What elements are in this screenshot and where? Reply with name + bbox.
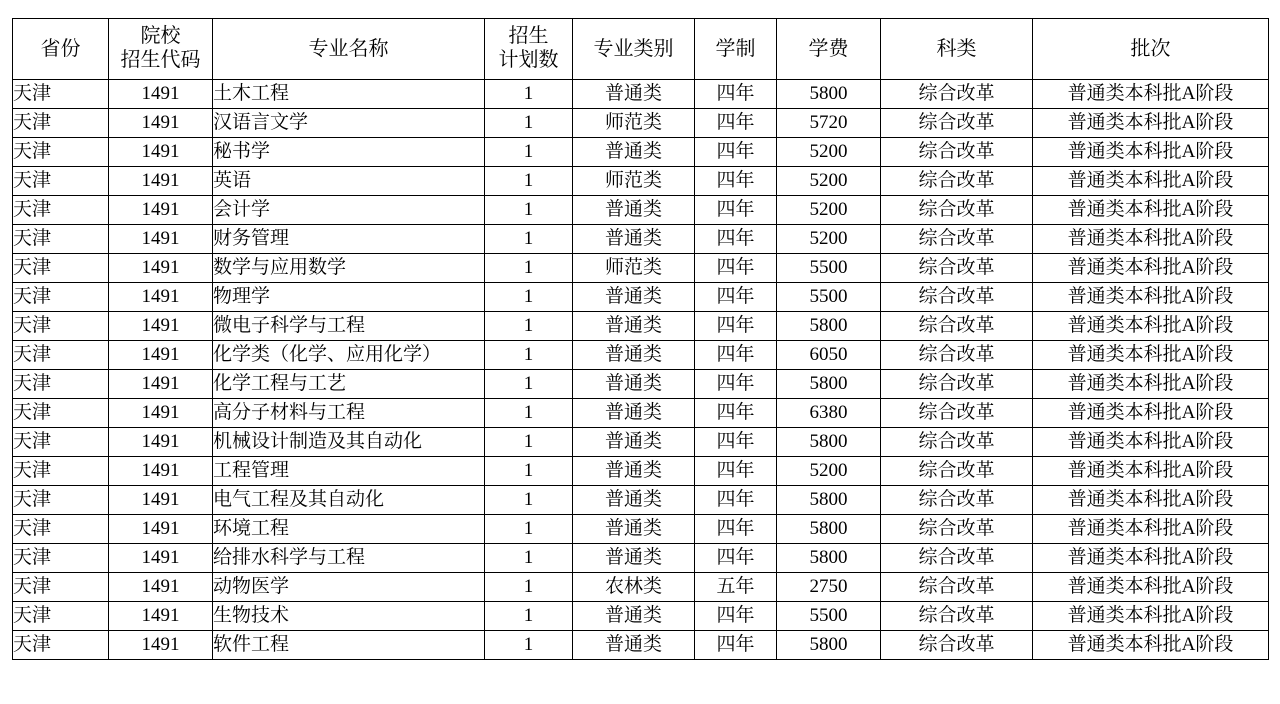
table-row [13,573,1269,602]
cell-province: 天津 [13,631,109,660]
cell-batch: 普通类本科批A阶段 [1033,341,1269,370]
cell-years: 四年 [695,80,777,109]
cell-category: 普通类 [573,631,695,660]
column-header-major [213,19,485,80]
table-row [13,370,1269,399]
cell-province: 天津 [13,602,109,631]
cell-subject: 综合改革 [881,515,1033,544]
cell-code: 1491 [109,428,213,457]
cell-code: 1491 [109,486,213,515]
cell-batch: 普通类本科批A阶段 [1033,428,1269,457]
cell-subject: 综合改革 [881,341,1033,370]
cell-plan: 1 [485,486,573,515]
cell-province: 天津 [13,544,109,573]
cell-fee: 5500 [777,254,881,283]
cell-major: 化学工程与工艺 [213,370,485,399]
table-row [13,225,1269,254]
cell-major: 会计学 [213,196,485,225]
cell-category: 普通类 [573,457,695,486]
cell-category: 普通类 [573,196,695,225]
cell-plan: 1 [485,312,573,341]
cell-category: 普通类 [573,341,695,370]
cell-plan: 1 [485,457,573,486]
table-row [13,602,1269,631]
table-row [13,457,1269,486]
cell-subject: 综合改革 [881,399,1033,428]
column-header-code-label-line1: 院校 [140,25,181,48]
cell-subject: 综合改革 [881,138,1033,167]
cell-major: 机械设计制造及其自动化 [213,428,485,457]
cell-batch: 普通类本科批A阶段 [1033,457,1269,486]
cell-batch: 普通类本科批A阶段 [1033,544,1269,573]
cell-major: 电气工程及其自动化 [213,486,485,515]
cell-fee: 6050 [777,341,881,370]
cell-years: 四年 [695,167,777,196]
cell-years: 四年 [695,283,777,312]
cell-major: 软件工程 [213,631,485,660]
column-header-years [695,19,777,80]
cell-batch: 普通类本科批A阶段 [1033,486,1269,515]
cell-plan: 1 [485,225,573,254]
column-header-subject [881,19,1033,80]
cell-subject: 综合改革 [881,196,1033,225]
cell-years: 四年 [695,109,777,138]
cell-fee: 5200 [777,138,881,167]
cell-batch: 普通类本科批A阶段 [1033,167,1269,196]
cell-plan: 1 [485,631,573,660]
column-header-code [109,19,213,80]
cell-plan: 1 [485,254,573,283]
cell-years: 四年 [695,544,777,573]
cell-fee: 5800 [777,80,881,109]
cell-fee: 5200 [777,225,881,254]
column-header-batch [1033,19,1269,80]
table-row [13,486,1269,515]
column-header-fee-label: 学费 [808,37,849,60]
column-header-batch-label: 批次 [1130,37,1171,60]
cell-code: 1491 [109,312,213,341]
cell-batch: 普通类本科批A阶段 [1033,225,1269,254]
column-header-plan-label-line1: 招生 [508,25,549,48]
cell-fee: 5800 [777,544,881,573]
cell-province: 天津 [13,167,109,196]
table-row [13,138,1269,167]
table-row [13,167,1269,196]
cell-subject: 综合改革 [881,80,1033,109]
cell-years: 四年 [695,312,777,341]
cell-fee: 5800 [777,631,881,660]
cell-major: 工程管理 [213,457,485,486]
cell-batch: 普通类本科批A阶段 [1033,573,1269,602]
cell-code: 1491 [109,341,213,370]
cell-major: 数学与应用数学 [213,254,485,283]
cell-plan: 1 [485,196,573,225]
cell-major: 英语 [213,167,485,196]
cell-subject: 综合改革 [881,283,1033,312]
cell-plan: 1 [485,109,573,138]
cell-subject: 综合改革 [881,573,1033,602]
cell-fee: 5720 [777,109,881,138]
cell-years: 五年 [695,573,777,602]
cell-province: 天津 [13,486,109,515]
cell-subject: 综合改革 [881,225,1033,254]
cell-fee: 5200 [777,167,881,196]
cell-province: 天津 [13,341,109,370]
cell-subject: 综合改革 [881,631,1033,660]
cell-category: 普通类 [573,370,695,399]
cell-years: 四年 [695,138,777,167]
cell-plan: 1 [485,573,573,602]
table-row [13,312,1269,341]
cell-years: 四年 [695,196,777,225]
column-header-category-label: 专业类别 [593,37,674,60]
cell-code: 1491 [109,283,213,312]
cell-province: 天津 [13,457,109,486]
table-row [13,196,1269,225]
cell-category: 农林类 [573,573,695,602]
cell-plan: 1 [485,428,573,457]
cell-province: 天津 [13,138,109,167]
cell-batch: 普通类本科批A阶段 [1033,283,1269,312]
cell-batch: 普通类本科批A阶段 [1033,515,1269,544]
cell-subject: 综合改革 [881,254,1033,283]
column-header-fee [777,19,881,80]
cell-category: 普通类 [573,515,695,544]
cell-plan: 1 [485,341,573,370]
table-row [13,544,1269,573]
cell-fee: 5800 [777,486,881,515]
cell-subject: 综合改革 [881,109,1033,138]
cell-plan: 1 [485,544,573,573]
cell-province: 天津 [13,428,109,457]
cell-code: 1491 [109,109,213,138]
cell-province: 天津 [13,109,109,138]
cell-province: 天津 [13,225,109,254]
cell-plan: 1 [485,515,573,544]
cell-major: 化学类（化学、应用化学） [213,341,485,370]
cell-major: 环境工程 [213,515,485,544]
cell-code: 1491 [109,254,213,283]
cell-years: 四年 [695,602,777,631]
cell-code: 1491 [109,631,213,660]
table-row [13,109,1269,138]
column-header-code-label-line2: 招生代码 [120,49,201,71]
cell-category: 普通类 [573,138,695,167]
cell-years: 四年 [695,457,777,486]
cell-major: 给排水科学与工程 [213,544,485,573]
cell-province: 天津 [13,370,109,399]
cell-fee: 5800 [777,312,881,341]
table-row [13,399,1269,428]
cell-fee: 5200 [777,196,881,225]
cell-batch: 普通类本科批A阶段 [1033,80,1269,109]
table-row [13,283,1269,312]
cell-code: 1491 [109,138,213,167]
cell-years: 四年 [695,341,777,370]
cell-category: 师范类 [573,167,695,196]
cell-category: 普通类 [573,544,695,573]
cell-major: 土木工程 [213,80,485,109]
table-row [13,341,1269,370]
table-body [13,80,1269,660]
column-header-subject-label: 科类 [936,37,977,60]
cell-batch: 普通类本科批A阶段 [1033,138,1269,167]
cell-code: 1491 [109,573,213,602]
cell-category: 普通类 [573,283,695,312]
cell-category: 师范类 [573,109,695,138]
cell-batch: 普通类本科批A阶段 [1033,370,1269,399]
cell-major: 微电子科学与工程 [213,312,485,341]
cell-batch: 普通类本科批A阶段 [1033,196,1269,225]
cell-plan: 1 [485,167,573,196]
cell-fee: 6380 [777,399,881,428]
cell-province: 天津 [13,196,109,225]
cell-code: 1491 [109,196,213,225]
cell-province: 天津 [13,80,109,109]
cell-category: 普通类 [573,602,695,631]
cell-major: 秘书学 [213,138,485,167]
cell-code: 1491 [109,167,213,196]
cell-major: 物理学 [213,283,485,312]
cell-category: 普通类 [573,486,695,515]
cell-batch: 普通类本科批A阶段 [1033,254,1269,283]
cell-subject: 综合改革 [881,457,1033,486]
cell-code: 1491 [109,457,213,486]
column-header-years-label: 学制 [715,37,756,60]
cell-code: 1491 [109,399,213,428]
table-row [13,515,1269,544]
cell-province: 天津 [13,312,109,341]
cell-years: 四年 [695,225,777,254]
column-header-major-label: 专业名称 [308,37,389,60]
cell-major: 高分子材料与工程 [213,399,485,428]
cell-category: 普通类 [573,225,695,254]
cell-major: 动物医学 [213,573,485,602]
cell-subject: 综合改革 [881,602,1033,631]
cell-fee: 5800 [777,428,881,457]
column-header-plan [485,19,573,80]
table-row [13,631,1269,660]
cell-years: 四年 [695,254,777,283]
cell-code: 1491 [109,225,213,254]
cell-fee: 2750 [777,573,881,602]
column-header-plan-label-line2: 计划数 [498,49,559,71]
cell-years: 四年 [695,515,777,544]
cell-plan: 1 [485,138,573,167]
cell-fee: 5500 [777,602,881,631]
column-header-province-label: 省份 [40,37,81,60]
cell-years: 四年 [695,631,777,660]
cell-batch: 普通类本科批A阶段 [1033,399,1269,428]
cell-province: 天津 [13,399,109,428]
cell-plan: 1 [485,602,573,631]
table-header-row [13,19,1269,80]
table-row [13,428,1269,457]
column-header-category [573,19,695,80]
cell-plan: 1 [485,80,573,109]
cell-batch: 普通类本科批A阶段 [1033,312,1269,341]
cell-plan: 1 [485,370,573,399]
cell-fee: 5800 [777,370,881,399]
cell-category: 普通类 [573,428,695,457]
cell-category: 师范类 [573,254,695,283]
cell-subject: 综合改革 [881,544,1033,573]
cell-province: 天津 [13,515,109,544]
cell-province: 天津 [13,254,109,283]
cell-batch: 普通类本科批A阶段 [1033,602,1269,631]
column-header-province [13,19,109,80]
table-row [13,80,1269,109]
cell-fee: 5500 [777,283,881,312]
cell-province: 天津 [13,573,109,602]
cell-subject: 综合改革 [881,312,1033,341]
cell-subject: 综合改革 [881,167,1033,196]
cell-years: 四年 [695,486,777,515]
cell-fee: 5200 [777,457,881,486]
cell-subject: 综合改革 [881,486,1033,515]
cell-years: 四年 [695,370,777,399]
cell-batch: 普通类本科批A阶段 [1033,631,1269,660]
admission-plan-table [12,18,1269,660]
cell-plan: 1 [485,283,573,312]
cell-fee: 5800 [777,515,881,544]
cell-category: 普通类 [573,399,695,428]
cell-code: 1491 [109,370,213,399]
cell-code: 1491 [109,602,213,631]
cell-subject: 综合改革 [881,370,1033,399]
cell-code: 1491 [109,544,213,573]
cell-subject: 综合改革 [881,428,1033,457]
table-row [13,254,1269,283]
cell-years: 四年 [695,428,777,457]
cell-major: 汉语言文学 [213,109,485,138]
cell-category: 普通类 [573,80,695,109]
cell-code: 1491 [109,80,213,109]
cell-major: 生物技术 [213,602,485,631]
cell-years: 四年 [695,399,777,428]
table-header [13,19,1269,80]
cell-category: 普通类 [573,312,695,341]
cell-code: 1491 [109,515,213,544]
cell-major: 财务管理 [213,225,485,254]
cell-batch: 普通类本科批A阶段 [1033,109,1269,138]
cell-province: 天津 [13,283,109,312]
cell-plan: 1 [485,399,573,428]
